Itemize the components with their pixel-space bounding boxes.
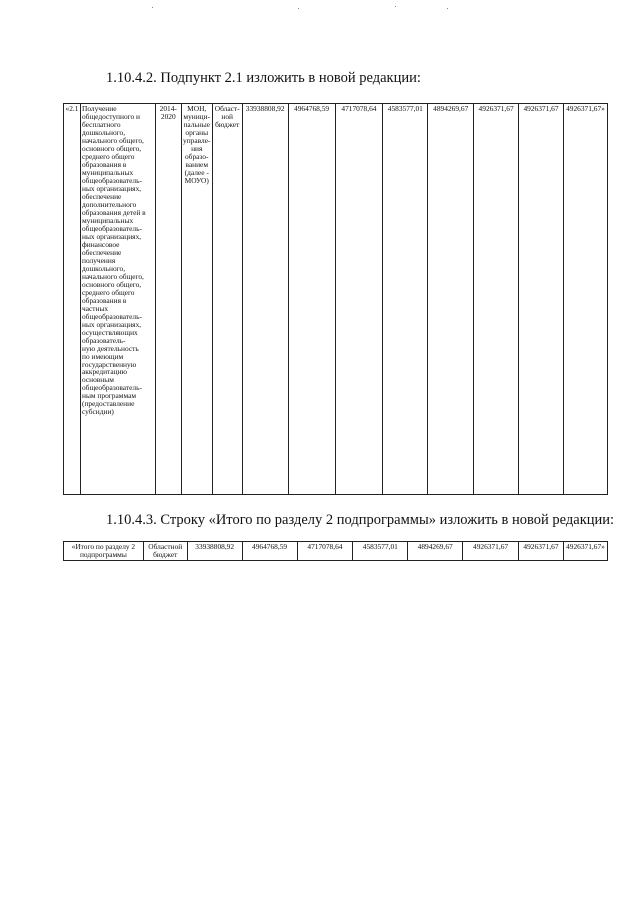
value-year-2: 4717078,64 [335, 104, 383, 495]
total-value-year-7: 4926371,67» [563, 542, 607, 561]
scan-specks [0, 6, 640, 12]
total-value-year-6: 4926371,67 [519, 542, 564, 561]
value-year-4: 4894269,67 [428, 104, 474, 495]
value-year-7: 4926371,67» [563, 104, 607, 495]
value-year-1: 4964768,59 [288, 104, 335, 495]
row-executor: МОН, муници- пальные органы управле- ния образо- ванием (далее - МОУО) [181, 104, 212, 495]
value-total: 33938808,92 [242, 104, 288, 495]
total-value-year-1: 4964768,59 [242, 542, 297, 561]
total-value-sum: 33938808,92 [187, 542, 242, 561]
total-value-year-5: 4926371,67 [463, 542, 519, 561]
table-row [64, 104, 608, 495]
value-year-6: 4926371,67 [519, 104, 564, 495]
row-number: «2.1 [64, 104, 81, 495]
value-year-5: 4926371,67 [474, 104, 519, 495]
total-label: «Итого по разделу 2 подпрограммы [64, 542, 144, 561]
row-funding-source: Област- ной бюджет [212, 104, 242, 495]
section-2-total-table [63, 541, 608, 561]
row-description: Получение общедоступного и бесплатного дошкольного, начального общего, основного общего, среднего общего образования в муниципальных общеобразователь- ных организациях, обеспечение дополнительного образования детей в муниципальных общеобразователь- ных организациях, финансовое обеспечение получения дошкольного, начального общего, основного общего, среднего общего образования в частных общеобразователь- ных организациях, осуществляющих образователь- ную деятельность по имеющим государственную аккредитацию основным общеобразователь- ным программам (предоставление субсидии) [80, 104, 155, 495]
section-heading-1-10-4-2: 1.10.4.2. Подпункт 2.1 изложить в новой редакции: [106, 70, 421, 86]
row-period: 2014- 2020 [155, 104, 181, 495]
total-funding-source: Областной бюджет [143, 542, 187, 561]
total-value-year-3: 4583577,01 [353, 542, 408, 561]
table-row [64, 542, 608, 561]
section-heading-1-10-4-3: 1.10.4.3. Строку «Итого по разделу 2 подпрограммы» изложить в новой редакции: [106, 512, 615, 528]
total-value-year-4: 4894269,67 [408, 542, 463, 561]
total-value-year-2: 4717078,64 [297, 542, 353, 561]
value-year-3: 4583577,01 [383, 104, 428, 495]
subitem-2-1-table [63, 103, 608, 495]
